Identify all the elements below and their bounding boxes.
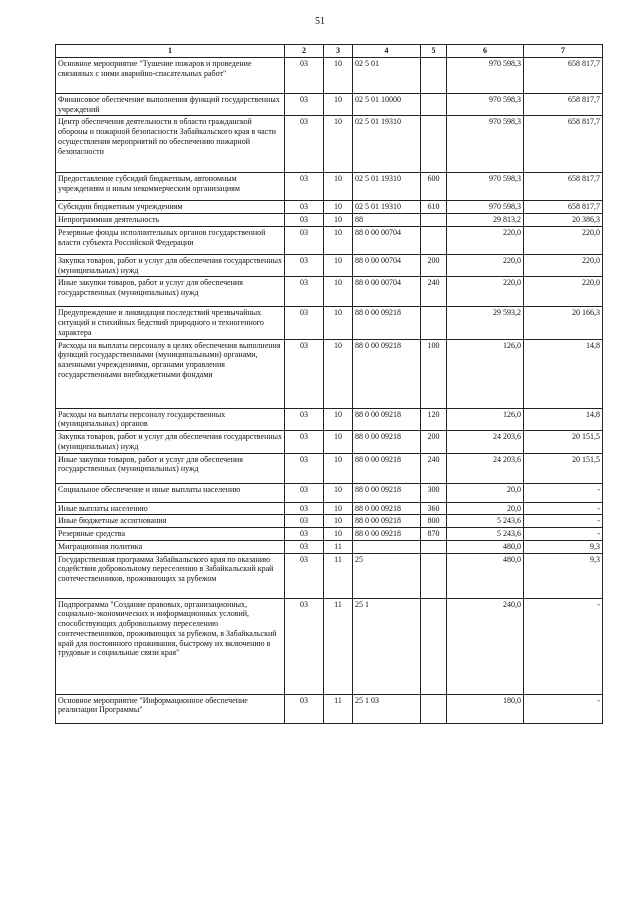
row-section: 03 — [285, 339, 324, 408]
row-amount-1: 220,0 — [447, 254, 524, 277]
row-target-code: 88 0 00 00704 — [353, 277, 421, 307]
row-amount-2: 20 151,5 — [524, 453, 603, 483]
row-expense-type: 870 — [421, 528, 447, 541]
row-expense-type — [421, 93, 447, 116]
row-amount-1: 20,0 — [447, 483, 524, 502]
row-section: 03 — [285, 57, 324, 93]
row-section: 03 — [285, 453, 324, 483]
row-amount-2: 220,0 — [524, 277, 603, 307]
row-section: 03 — [285, 277, 324, 307]
row-amount-2: 14,8 — [524, 339, 603, 408]
row-section: 03 — [285, 254, 324, 277]
row-expense-type — [421, 116, 447, 173]
row-target-code: 25 1 — [353, 598, 421, 694]
row-name: Центр обеспечения деятельности в области гражданской обороны и пожарной безопасности Забайкальского края в части осуществления мероприятий по обеспечению пожарной безопасности — [56, 116, 285, 173]
column-header-amount-2: 7 — [524, 45, 603, 58]
row-name: Иные закупки товаров, работ и услуг для обеспечения государственных (муниципальных) нужд — [56, 453, 285, 483]
row-target-code: 02 5 01 — [353, 57, 421, 93]
row-amount-2: 14,8 — [524, 408, 603, 431]
row-amount-1: 480,0 — [447, 553, 524, 598]
row-name: Расходы на выплаты персоналу в целях обеспечения выполнения функций государственными (муниципальными) органами, казенными учреждениями, органами управления государственными внебюджетными фондами — [56, 339, 285, 408]
table-row — [56, 553, 603, 598]
row-amount-2: - — [524, 483, 603, 502]
row-amount-1: 5 243,6 — [447, 515, 524, 528]
row-amount-1: 20,0 — [447, 502, 524, 515]
row-amount-1: 240,0 — [447, 598, 524, 694]
row-section: 03 — [285, 515, 324, 528]
table-row — [56, 483, 603, 502]
row-amount-2: - — [524, 694, 603, 723]
column-header-expense-type: 5 — [421, 45, 447, 58]
table-row — [56, 277, 603, 307]
row-subsection: 11 — [324, 598, 353, 694]
row-subsection: 10 — [324, 254, 353, 277]
row-name: Закупка товаров, работ и услуг для обеспечения государственных (муниципальных) нужд — [56, 431, 285, 454]
row-target-code: 02 5 01 19310 — [353, 116, 421, 173]
column-header-section: 2 — [285, 45, 324, 58]
row-section: 03 — [285, 540, 324, 553]
row-target-code: 25 1 03 — [353, 694, 421, 723]
row-subsection: 11 — [324, 553, 353, 598]
row-subsection: 10 — [324, 502, 353, 515]
row-subsection: 10 — [324, 528, 353, 541]
row-name: Иные закупки товаров, работ и услуг для обеспечения государственных (муниципальных) нужд — [56, 277, 285, 307]
row-expense-type: 240 — [421, 277, 447, 307]
row-amount-1: 970 598,3 — [447, 201, 524, 214]
row-target-code: 88 0 00 09218 — [353, 408, 421, 431]
row-subsection: 10 — [324, 307, 353, 339]
row-amount-2: - — [524, 502, 603, 515]
row-subsection: 10 — [324, 57, 353, 93]
row-expense-type: 300 — [421, 483, 447, 502]
row-section: 03 — [285, 598, 324, 694]
row-amount-1: 970 598,3 — [447, 57, 524, 93]
row-expense-type — [421, 57, 447, 93]
row-name: Миграционная политика — [56, 540, 285, 553]
row-name: Резервные фонды исполнительных органов государственной власти субъекта Российской Федерации — [56, 226, 285, 254]
row-name: Иные бюджетные ассигнования — [56, 515, 285, 528]
row-name: Предупреждение и ликвидация последствий чрезвычайных ситуаций и стихийных бедствий природного и техногенного характера — [56, 307, 285, 339]
table-row — [56, 307, 603, 339]
row-amount-1: 220,0 — [447, 226, 524, 254]
row-amount-2: 658 817,7 — [524, 93, 603, 116]
row-section: 03 — [285, 431, 324, 454]
row-expense-type — [421, 307, 447, 339]
row-target-code: 02 5 01 10000 — [353, 93, 421, 116]
row-amount-1: 29 593,2 — [447, 307, 524, 339]
table-row — [56, 515, 603, 528]
row-subsection: 10 — [324, 226, 353, 254]
row-expense-type: 200 — [421, 431, 447, 454]
row-amount-1: 29 813,2 — [447, 214, 524, 227]
row-target-code: 88 0 00 09218 — [353, 431, 421, 454]
row-expense-type: 360 — [421, 502, 447, 515]
row-subsection: 10 — [324, 173, 353, 201]
row-section: 03 — [285, 201, 324, 214]
row-target-code: 88 — [353, 214, 421, 227]
row-amount-2: 20 151,5 — [524, 431, 603, 454]
row-section: 03 — [285, 408, 324, 431]
row-target-code: 88 0 00 09218 — [353, 339, 421, 408]
row-name: Расходы на выплаты персоналу государственных (муниципальных) органов — [56, 408, 285, 431]
table-row — [56, 226, 603, 254]
table-row — [56, 173, 603, 201]
table-row — [56, 598, 603, 694]
row-name: Основное мероприятие "Тушение пожаров и проведение связанных с ними аварийно-спасательных работ" — [56, 57, 285, 93]
row-section: 03 — [285, 214, 324, 227]
row-amount-2: 20 386,3 — [524, 214, 603, 227]
row-section: 03 — [285, 502, 324, 515]
row-subsection: 11 — [324, 540, 353, 553]
row-expense-type: 120 — [421, 408, 447, 431]
row-amount-1: 24 203,6 — [447, 431, 524, 454]
row-amount-1: 126,0 — [447, 408, 524, 431]
table-row — [56, 254, 603, 277]
row-target-code: 02 5 01 19310 — [353, 173, 421, 201]
column-header-amount-1: 6 — [447, 45, 524, 58]
table-row — [56, 214, 603, 227]
row-amount-1: 220,0 — [447, 277, 524, 307]
row-section: 03 — [285, 307, 324, 339]
table-row — [56, 116, 603, 173]
row-subsection: 10 — [324, 339, 353, 408]
table-header-row — [56, 45, 603, 58]
row-name: Иные выплаты населению — [56, 502, 285, 515]
row-name: Основное мероприятие "Информационное обеспечение реализации Программы" — [56, 694, 285, 723]
row-target-code: 88 0 00 09218 — [353, 502, 421, 515]
row-amount-1: 180,0 — [447, 694, 524, 723]
table-row — [56, 408, 603, 431]
row-expense-type — [421, 226, 447, 254]
row-target-code: 88 0 00 09218 — [353, 483, 421, 502]
row-subsection: 10 — [324, 515, 353, 528]
row-target-code — [353, 540, 421, 553]
row-amount-2: 658 817,7 — [524, 201, 603, 214]
row-amount-2: - — [524, 515, 603, 528]
row-expense-type — [421, 694, 447, 723]
row-subsection: 10 — [324, 431, 353, 454]
row-name: Финансовое обеспечение выполнения функций государственных учреждений — [56, 93, 285, 116]
row-name: Социальное обеспечение и иные выплаты населению — [56, 483, 285, 502]
row-expense-type — [421, 598, 447, 694]
row-amount-1: 24 203,6 — [447, 453, 524, 483]
row-amount-2: 220,0 — [524, 254, 603, 277]
budget-table — [55, 44, 603, 724]
row-section: 03 — [285, 93, 324, 116]
row-expense-type — [421, 214, 447, 227]
row-subsection: 11 — [324, 694, 353, 723]
row-target-code: 88 0 00 09218 — [353, 515, 421, 528]
table-row — [56, 540, 603, 553]
table-row — [56, 528, 603, 541]
row-name: Подпрограмма "Создание правовых, организационных, социально-экономических и информационных условий, способствующих добровольному переселению соотечественников, проживающих за рубежом, в Забайкальский край для постоянного проживания, быстрому их включению в трудовые и социальные связи края" — [56, 598, 285, 694]
row-amount-1: 5 243,6 — [447, 528, 524, 541]
row-amount-1: 480,0 — [447, 540, 524, 553]
row-amount-2: 220,0 — [524, 226, 603, 254]
column-header-subsection: 3 — [324, 45, 353, 58]
row-amount-2: 9,3 — [524, 540, 603, 553]
row-expense-type: 200 — [421, 254, 447, 277]
row-expense-type: 610 — [421, 201, 447, 214]
row-name: Закупка товаров, работ и услуг для обеспечения государственных (муниципальных) нужд — [56, 254, 285, 277]
row-amount-2: 658 817,7 — [524, 116, 603, 173]
row-amount-1: 126,0 — [447, 339, 524, 408]
row-amount-2: 9,3 — [524, 553, 603, 598]
row-subsection: 10 — [324, 201, 353, 214]
row-section: 03 — [285, 694, 324, 723]
row-target-code: 25 — [353, 553, 421, 598]
row-amount-1: 970 598,3 — [447, 116, 524, 173]
row-expense-type: 600 — [421, 173, 447, 201]
table-row — [56, 694, 603, 723]
row-name: Непрограммная деятельность — [56, 214, 285, 227]
row-amount-2: 20 166,3 — [524, 307, 603, 339]
row-subsection: 10 — [324, 408, 353, 431]
row-expense-type: 100 — [421, 339, 447, 408]
row-section: 03 — [285, 116, 324, 173]
row-expense-type: 240 — [421, 453, 447, 483]
row-subsection: 10 — [324, 277, 353, 307]
row-amount-2: - — [524, 598, 603, 694]
table-body — [56, 57, 603, 723]
row-subsection: 10 — [324, 453, 353, 483]
row-target-code: 88 0 00 09218 — [353, 307, 421, 339]
column-header-target-code: 4 — [353, 45, 421, 58]
row-subsection: 10 — [324, 483, 353, 502]
table-row — [56, 502, 603, 515]
row-amount-2: - — [524, 528, 603, 541]
table-row — [56, 431, 603, 454]
table-row — [56, 201, 603, 214]
row-subsection: 10 — [324, 93, 353, 116]
row-subsection: 10 — [324, 214, 353, 227]
row-expense-type: 800 — [421, 515, 447, 528]
column-header-name: 1 — [56, 45, 285, 58]
row-target-code: 02 5 01 19310 — [353, 201, 421, 214]
table-row — [56, 57, 603, 93]
row-expense-type — [421, 553, 447, 598]
row-section: 03 — [285, 528, 324, 541]
row-target-code: 88 0 00 00704 — [353, 226, 421, 254]
row-section: 03 — [285, 553, 324, 598]
row-expense-type — [421, 540, 447, 553]
row-target-code: 88 0 00 09218 — [353, 453, 421, 483]
row-amount-2: 658 817,7 — [524, 57, 603, 93]
table-row — [56, 339, 603, 408]
row-section: 03 — [285, 483, 324, 502]
row-amount-2: 658 817,7 — [524, 173, 603, 201]
page-number: 51 — [315, 16, 325, 27]
row-target-code: 88 0 00 00704 — [353, 254, 421, 277]
row-name: Государственная программа Забайкальского края по оказанию содействия добровольному переселению в Забайкальский край соотечественников, проживающих за рубежом — [56, 553, 285, 598]
row-amount-1: 970 598,3 — [447, 93, 524, 116]
row-target-code: 88 0 00 09218 — [353, 528, 421, 541]
row-amount-1: 970 598,3 — [447, 173, 524, 201]
row-name: Субсидии бюджетным учреждениям — [56, 201, 285, 214]
row-name: Предоставление субсидий бюджетным, автономным учреждениям и иным некоммерческим организациям — [56, 173, 285, 201]
row-section: 03 — [285, 226, 324, 254]
row-subsection: 10 — [324, 116, 353, 173]
table-row — [56, 453, 603, 483]
row-section: 03 — [285, 173, 324, 201]
row-name: Резервные средства — [56, 528, 285, 541]
table-row — [56, 93, 603, 116]
